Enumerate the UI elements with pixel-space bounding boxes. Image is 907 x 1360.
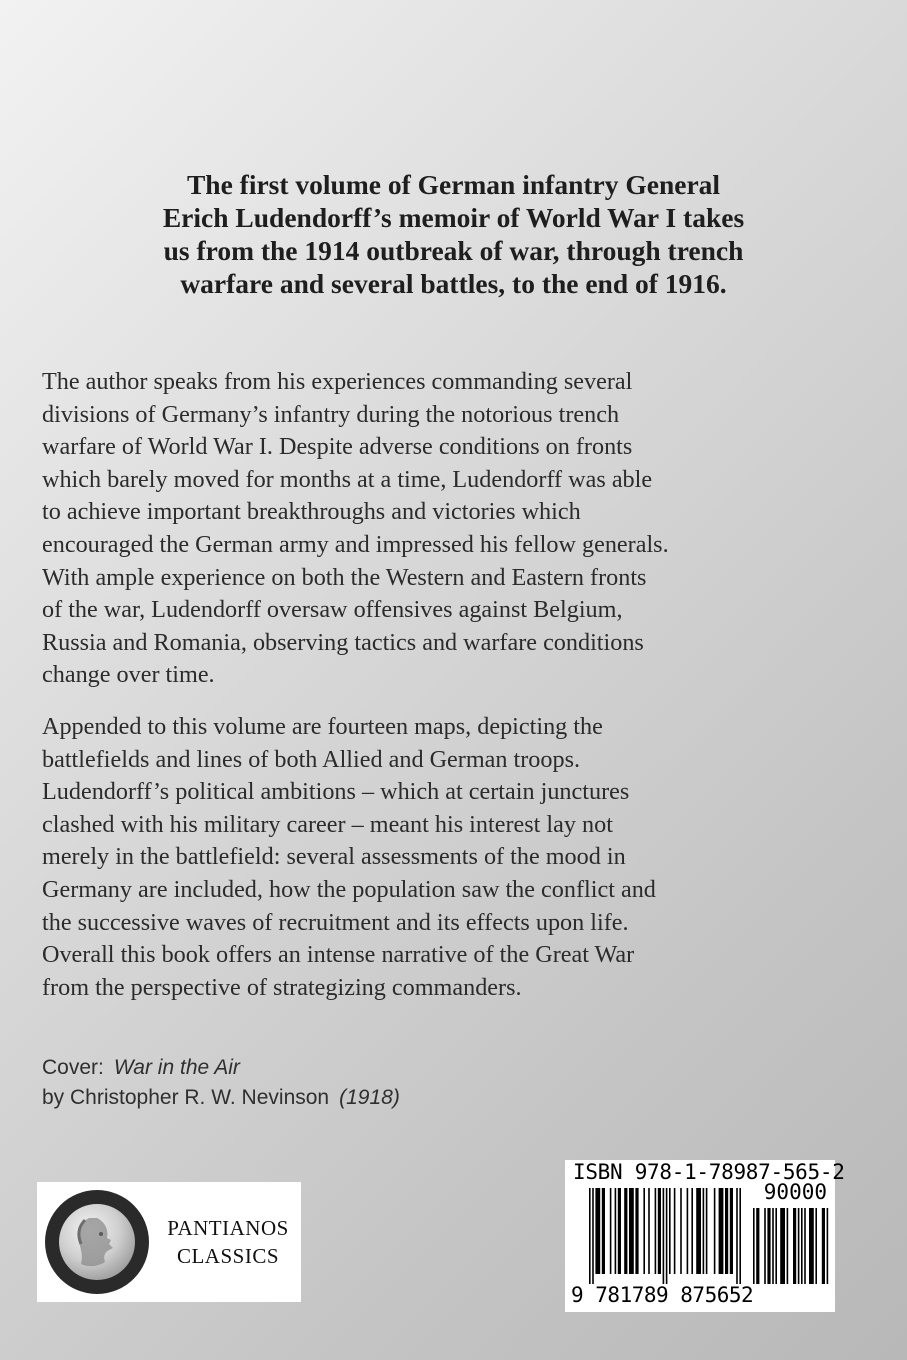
blurb-line: Erich Ludendorff’s memoir of World War I takes <box>162 202 745 233</box>
barcode-bar <box>772 1208 774 1284</box>
cover-credit-artist <box>42 1085 400 1111</box>
barcode-bar <box>595 1188 600 1274</box>
blurb-line: The first volume of German infantry General <box>186 169 721 200</box>
barcode-bar <box>666 1188 668 1284</box>
barcode-bar <box>775 1208 777 1284</box>
paragraph-line: of the war, Ludendorff oversaw offensives against Belgium, <box>42 596 623 624</box>
barcode-bar <box>714 1188 716 1274</box>
coin-profile-icon <box>59 1204 135 1280</box>
paragraph-line: merely in the battlefield: several assessments of the mood in <box>42 843 626 871</box>
barcode-bar <box>669 1188 671 1274</box>
publisher-name-line-1: PANTIANOS <box>167 1216 289 1240</box>
publisher-name-line-2: CLASSICS <box>176 1244 280 1268</box>
isbn-barcode <box>565 1160 845 1312</box>
paragraph-line: Germany are included, how the population saw the conflict and <box>42 875 656 903</box>
blurb-line: warfare and several battles, to the end of 1916. <box>180 268 727 299</box>
paragraph-line: Overall this book offers an intense narrative of the Great War <box>42 941 635 969</box>
paragraph-line: the successive waves of recruitment and its effects upon life. <box>42 908 629 936</box>
barcode-bar <box>736 1188 738 1284</box>
barcode-bar <box>615 1188 617 1274</box>
barcode-bar <box>787 1208 789 1284</box>
cover-artwork-title: War in the Air <box>113 1056 240 1079</box>
paragraph-line: clashed with his military career – meant his interest lay not <box>42 810 613 838</box>
barcode-bar <box>809 1208 814 1284</box>
paragraph-line: change over time. <box>42 661 215 689</box>
paragraph-line: Russia and Romania, observing tactics and warfare conditions <box>42 628 644 656</box>
barcode-bar <box>643 1188 645 1274</box>
barcode-bar <box>764 1208 766 1284</box>
paragraph-line: encouraged the German army and impressed his fellow generals. <box>42 530 669 558</box>
barcode-bar <box>801 1208 803 1284</box>
barcode-bar <box>827 1208 829 1284</box>
paragraph-line: warfare of World War I. Despite adverse conditions on fronts <box>42 433 633 461</box>
barcode-bar <box>730 1188 733 1274</box>
barcode-bar <box>804 1208 806 1284</box>
barcode-digits: 9 781789 875652 <box>571 1283 754 1307</box>
barcode-bar <box>780 1208 785 1284</box>
barcode-bar <box>635 1188 638 1274</box>
barcode-bar <box>719 1188 724 1274</box>
paragraph-line: The author speaks from his experiences commanding several <box>42 368 633 395</box>
paragraph-line: which barely moved for months at a time, Ludendorff was able <box>42 465 653 493</box>
barcode-bar <box>793 1208 796 1284</box>
barcode-bar <box>706 1188 708 1274</box>
barcode-bar <box>592 1188 594 1284</box>
cover-credit-label: Cover: <box>42 1056 104 1079</box>
publisher-logo-panel <box>37 1182 301 1302</box>
barcode-bar <box>687 1188 689 1274</box>
back-cover-blurb <box>40 168 867 300</box>
cover-artist-name: by Christopher R. W. Nevinson <box>42 1086 330 1109</box>
barcode-bar <box>655 1188 657 1274</box>
barcode-bar <box>618 1188 621 1274</box>
description-paragraph-1 <box>42 366 872 692</box>
cover-credit-title <box>42 1055 240 1081</box>
paragraph-line: Appended to this volume are fourteen maps, depicting the <box>42 713 603 740</box>
barcode-bar <box>767 1208 770 1284</box>
barcode-bar <box>691 1188 693 1274</box>
paragraph-line: Ludendorff’s political ambitions – which at certain junctures <box>42 778 630 806</box>
paragraph-line: battlefields and lines of both Allied and German troops. <box>42 745 581 773</box>
barcode-bar <box>725 1188 728 1274</box>
barcode-bar <box>756 1208 759 1284</box>
coin-portrait-icon <box>45 1190 149 1294</box>
barcode-bar <box>815 1208 817 1284</box>
barcode-bar <box>610 1188 612 1274</box>
isbn-label: ISBN 978-1-78987-565-2 <box>573 1160 845 1184</box>
barcode-bar <box>663 1188 665 1284</box>
barcode-bar <box>658 1188 661 1274</box>
publisher-name <box>155 1214 301 1270</box>
description-paragraph-2 <box>42 711 872 1004</box>
coin-face <box>59 1204 135 1280</box>
barcode-addon-price: 90000 <box>763 1180 827 1204</box>
barcode-bar <box>739 1188 741 1284</box>
blurb-line: us from the 1914 outbreak of war, through trench <box>163 235 744 266</box>
barcode-bar <box>753 1208 755 1284</box>
barcode-bar <box>798 1208 800 1284</box>
cover-artwork-year: (1918) <box>339 1086 400 1109</box>
barcode-bar <box>703 1188 705 1274</box>
barcode-bar <box>602 1188 605 1274</box>
barcode-bar <box>589 1188 591 1284</box>
barcode-bar <box>696 1188 701 1274</box>
paragraph-line: from the perspective of strategizing commanders. <box>42 973 522 1001</box>
barcode-bar <box>624 1188 627 1274</box>
paragraph-line: to achieve important breakthroughs and victories which <box>42 498 581 526</box>
paragraph-line: With ample experience on both the Western and Eastern fronts <box>42 563 647 591</box>
barcode-bar <box>680 1188 682 1274</box>
barcode-bar <box>629 1188 634 1274</box>
barcode-bar <box>822 1208 825 1284</box>
paragraph-line: divisions of Germany’s infantry during the notorious trench <box>42 400 620 428</box>
barcode-bar <box>674 1188 676 1274</box>
barcode-bar <box>648 1188 650 1274</box>
